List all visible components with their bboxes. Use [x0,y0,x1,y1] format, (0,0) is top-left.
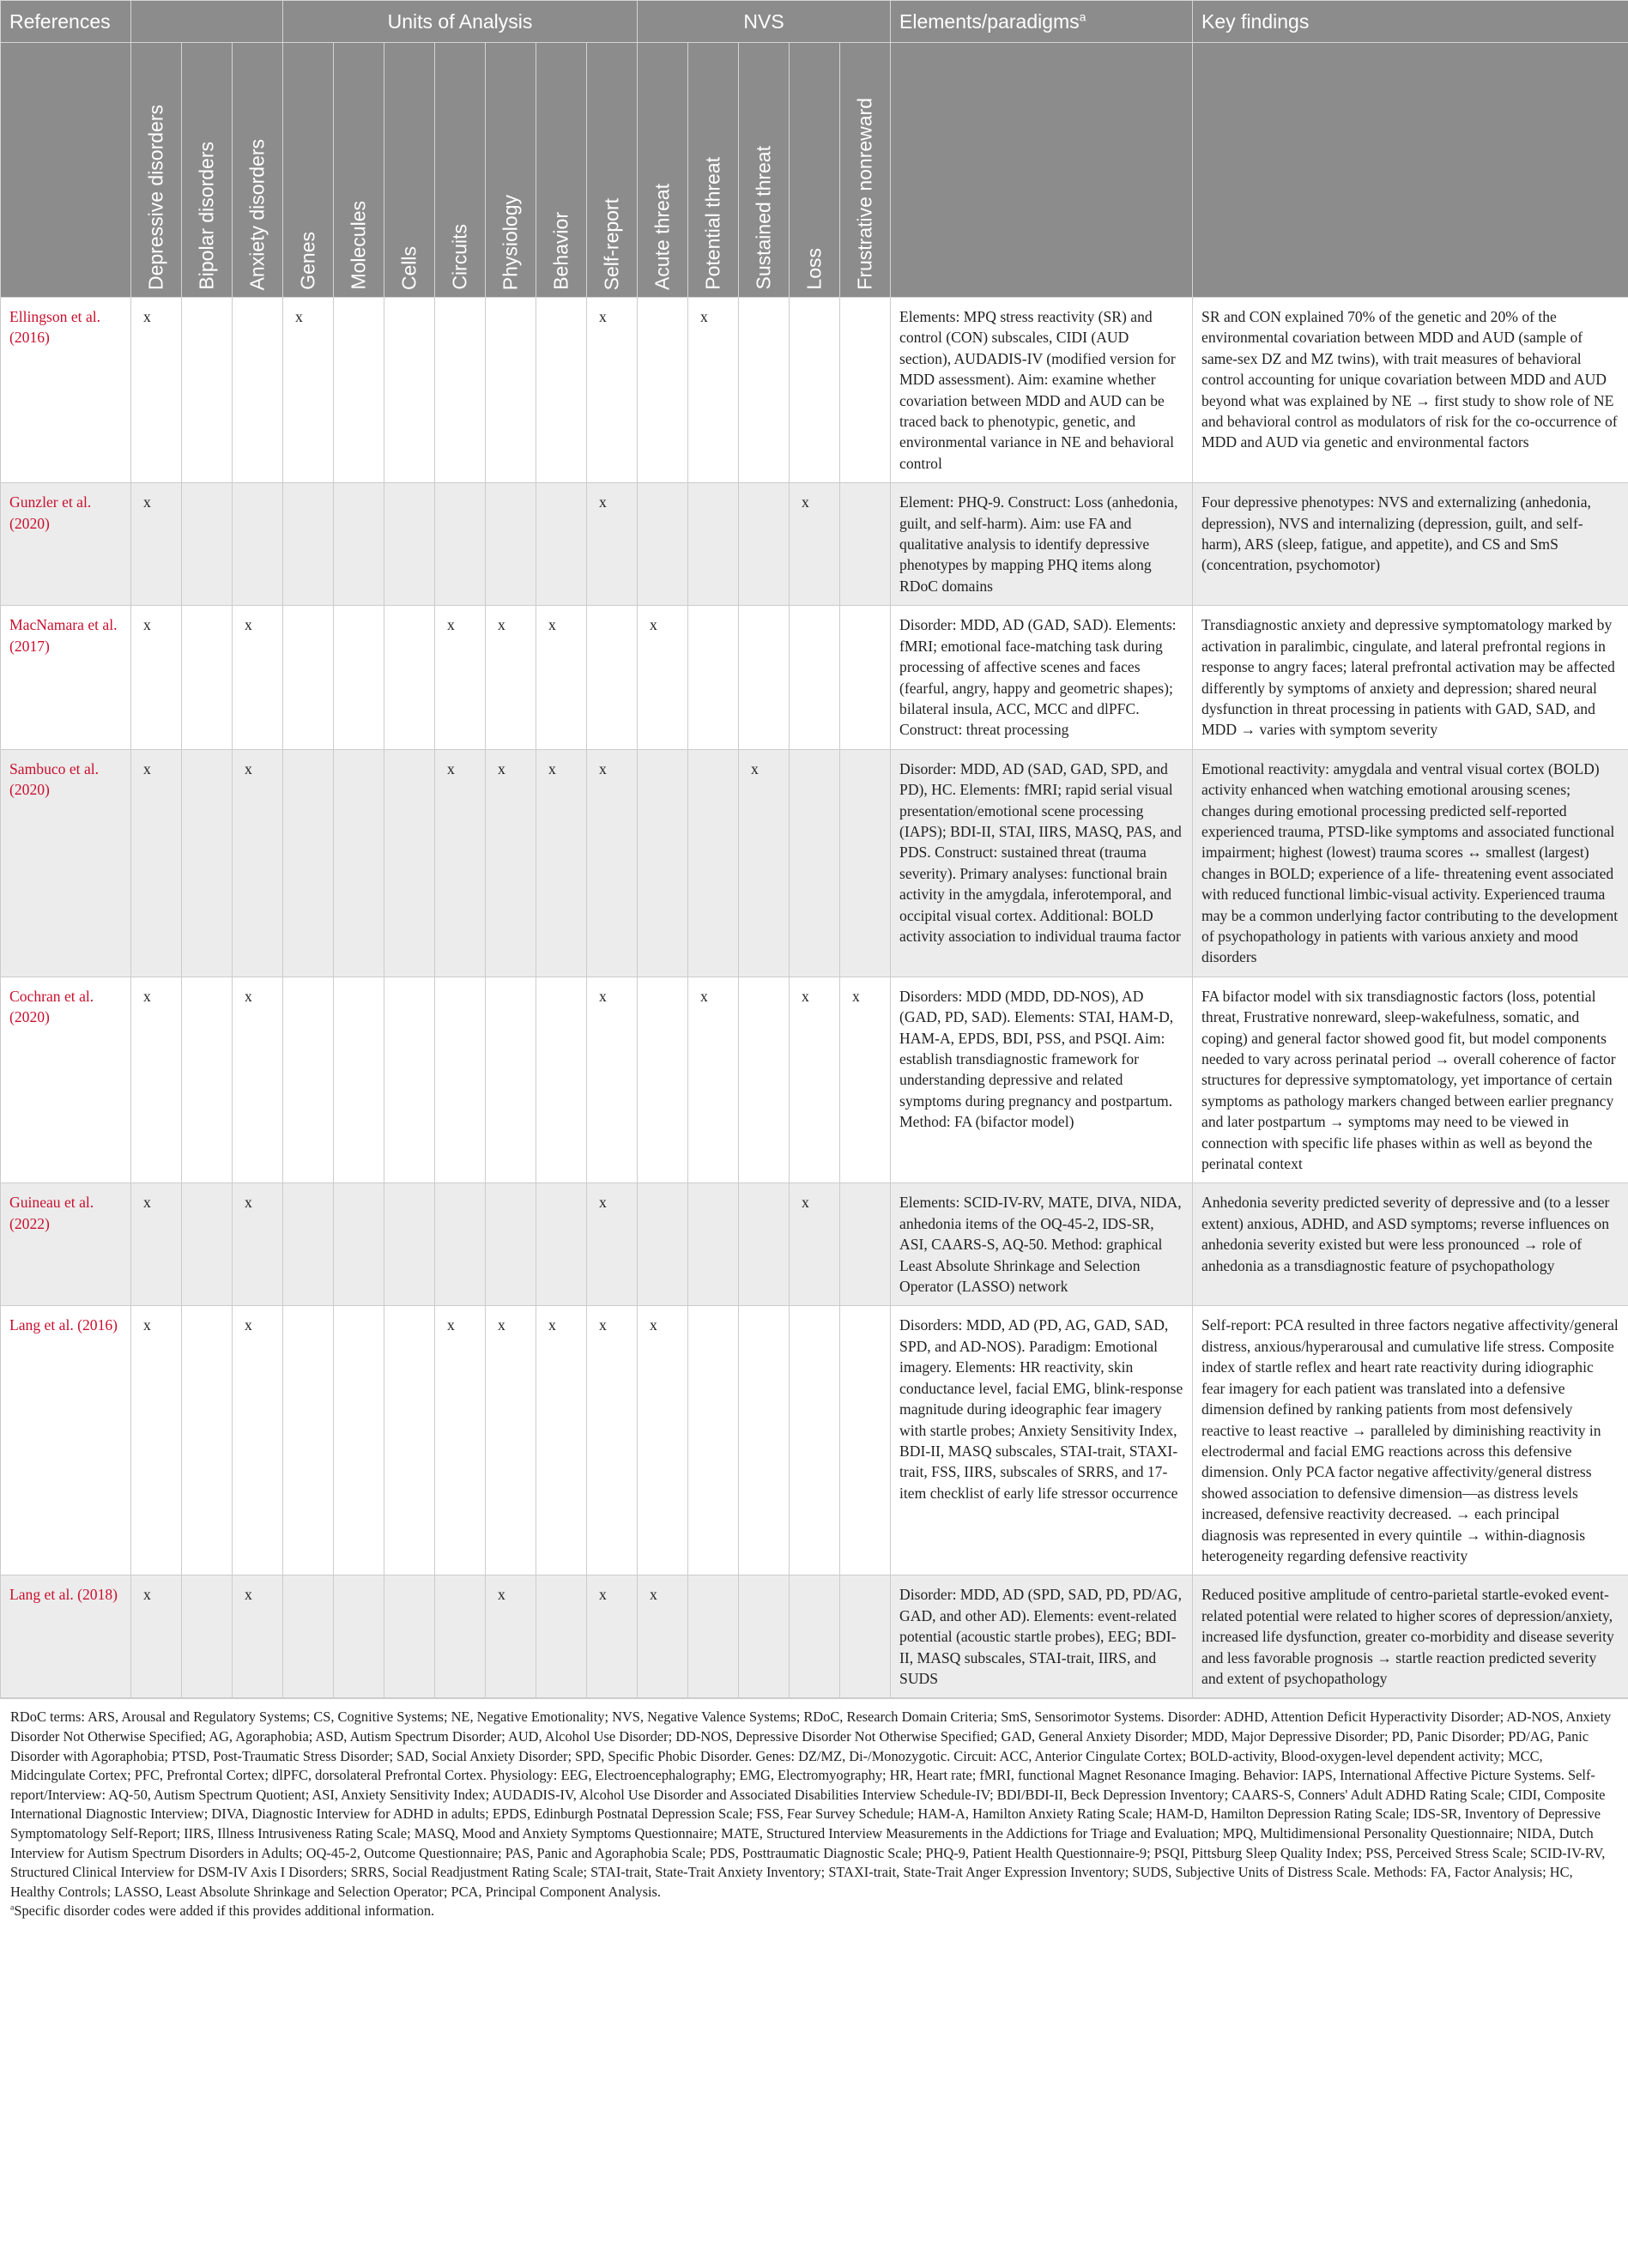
mark-cell: x [233,1183,283,1306]
mark-cell: x [131,1576,182,1698]
column-header-label: Frustrative nonreward [853,98,876,290]
mark-cell: x [587,749,638,977]
column-header-label: Physiology [499,194,522,290]
reference-cell [1,1183,131,1306]
header-key-findings: Key findings [1193,1,1628,43]
mark-cell [536,977,587,1183]
column-header [283,43,334,298]
mark-cell [790,1576,840,1698]
elements-cell: Disorders: MDD (MDD, DD-NOS), AD (GAD, PD, SAD). Elements: STAI, HAM-D, HAM-A, EPDS, BDI, PSS, and PSQI. Aim: establish transdiagnostic framework for understanding depressive and related symptoms during pregnancy and postpartum. Method: FA (bifactor model) [891,977,1193,1183]
mark-cell [790,1306,840,1576]
mark-cell [688,749,739,977]
mark-cell [840,1306,891,1576]
mark-cell [739,483,790,606]
mark-cell [486,977,536,1183]
column-header [638,43,688,298]
mark-cell [384,1306,435,1576]
elements-cell: Elements: SCID-IV-RV, MATE, DIVA, NIDA, anhedonia items of the OQ-45-2, IDS-SR, ASI, CAARS-S, AQ-50. Method: graphical Least Absolute Shrinkage and Selection Operator (LASSO) network [891,1183,1193,1306]
header-references-blank [1,43,131,298]
findings-cell: Transdiagnostic anxiety and depressive symptomatology marked by activation in paralimbic, cingulate, and lateral prefrontal regions in response to angry faces; lateral prefrontal activation may be affected differently by symptoms of anxiety and depression; shared neural dysfunction in threat processing in patients with GAD, SAD, and MDD → varies with symptom severity [1193,606,1628,749]
table-row [1,977,1628,1183]
mark-cell [739,1183,790,1306]
mark-cell: x [435,1306,486,1576]
mark-cell: x [486,1576,536,1698]
table-row [1,298,1628,483]
mark-cell [283,483,334,606]
mark-cell [283,977,334,1183]
mark-cell: x [131,749,182,977]
header-elements-blank [891,43,1193,298]
mark-cell [182,749,233,977]
mark-cell [384,483,435,606]
mark-cell: x [688,298,739,483]
mark-cell [638,977,688,1183]
mark-cell [384,977,435,1183]
reference-link[interactable]: Gunzler et al. (2020) [9,493,92,532]
mark-cell [182,606,233,749]
mark-cell: x [587,1306,638,1576]
findings-cell: Self-report: PCA resulted in three factors negative affectivity/general distress, anxious/hyperarousal and cumulative life stress. Composite index of startle reflex and heart rate reactivity during idiographic fear imagery for each patient was translated into a defensive dimension defined by ranking patients from most defensively reactive to least reactive → paralleled by diminishing reactivity in electrodermal and facial EMG reactions across this defensive dimension. Only PCA factor negative affectivity/general distress showed association to defensive dimension—as distress levels increased, defensive reactivity decreased. → each principal diagnosis was represented in every quintile → within-diagnosis heterogeneity regarding defensive reactivity [1193,1306,1628,1576]
mark-cell: x [739,749,790,977]
column-header [435,43,486,298]
findings-cell: SR and CON explained 70% of the genetic and 20% of the environmental covariation between MDD and AUD (sample of same-sex DZ and MZ twins), with trait measures of behavioral control accounting for unique covariation between MDD and AUD beyond what was explained by NE → first study to show role of NE and behavioral control as modulators of risk for the co-occurrence of MDD and AUD via genetic and environmental factors [1193,298,1628,483]
mark-cell [688,606,739,749]
mark-cell: x [233,1306,283,1576]
table-row [1,1306,1628,1576]
mark-cell [840,298,891,483]
mark-cell [739,977,790,1183]
table-header [1,1,1628,298]
mark-cell: x [790,483,840,606]
mark-cell: x [638,1576,688,1698]
findings-cell: Emotional reactivity: amygdala and ventral visual cortex (BOLD) activity enhanced when watching emotional arousing scenes; changes during emotional processing predicted self-reported experienced trauma, PTSD-like symptoms and associated functional impairment; highest (lowest) trauma scores ↔ smallest (largest) changes in BOLD; experience of a life- threatening event associated with reduced functional limbic-visual activity. Experienced trauma may be a common underlying factor contributing to the development of psychopathology in patients with various anxiety and mood disorders [1193,749,1628,977]
mark-cell: x [233,1576,283,1698]
mark-cell [486,298,536,483]
reference-cell [1,977,131,1183]
mark-cell [283,749,334,977]
mark-cell [435,483,486,606]
mark-cell [435,977,486,1183]
column-header-label: Bipolar disorders [195,142,218,290]
column-header [334,43,384,298]
column-header [790,43,840,298]
mark-cell: x [536,1306,587,1576]
mark-cell: x [131,483,182,606]
mark-cell [688,1306,739,1576]
mark-cell [688,1576,739,1698]
elements-cell: Disorder: MDD, AD (SPD, SAD, PD, PD/AG, GAD, and other AD). Elements: event-related potential (acoustic startle probes), EEG; BDI-II, MASQ subscales, STAI-trait, IIRS, and SUDS [891,1576,1193,1698]
reference-link[interactable]: Cochran et al. (2020) [9,987,94,1026]
mark-cell: x [435,606,486,749]
mark-cell [182,1306,233,1576]
reference-link[interactable]: Sambuco et al. (2020) [9,759,100,799]
mark-cell [840,1183,891,1306]
mark-cell [739,1306,790,1576]
column-header [739,43,790,298]
mark-cell [283,606,334,749]
mark-cell [283,1306,334,1576]
findings-cell: FA bifactor model with six transdiagnostic factors (loss, potential threat, Frustrative nonreward, sleep-wakefulness, somatic, and coping) and general factor showed good fit, but model components needed to vary across perinatal period → overall coherence of factor structures for depressive symptomatology, yet importance of certain symptoms as pathology markers changed between earlier pregnancy and later postpartum → symptoms may need to be viewed in connection with specific life phases within as well as beyond the perinatal context [1193,977,1628,1183]
mark-cell [384,1183,435,1306]
header-disorders-spacer [131,1,283,43]
reference-cell [1,1306,131,1576]
findings-cell: Anhedonia severity predicted severity of depressive and (to a lesser extent) anxious, ADHD, and ASD symptoms; reverse influences on anhedonia severity existed but were less pronounced → role of anhedonia as a transdiagnostic feature of psychopathology [1193,1183,1628,1306]
reference-cell [1,298,131,483]
column-header [384,43,435,298]
mark-cell [536,1183,587,1306]
column-header-label: Behavior [549,212,572,290]
column-header-label: Loss [802,248,826,290]
reference-cell [1,606,131,749]
column-header-label: Circuits [448,224,471,290]
column-header-label: Cells [397,245,421,290]
table-row [1,1183,1628,1306]
column-header-label: Self-report [600,197,623,290]
mark-cell: x [486,749,536,977]
mark-cell [486,483,536,606]
mark-cell [840,749,891,977]
mark-cell: x [283,298,334,483]
mark-cell: x [587,1576,638,1698]
column-header [182,43,233,298]
mark-cell: x [131,1183,182,1306]
column-header-row [1,43,1628,298]
mark-cell [384,606,435,749]
table-footnote [0,1698,1628,1921]
mark-cell: x [233,749,283,977]
mark-cell [688,1183,739,1306]
reference-cell [1,749,131,977]
table-body [1,298,1628,1698]
mark-cell [334,1576,384,1698]
mark-cell [638,749,688,977]
table-row [1,1576,1628,1698]
mark-cell [334,1306,384,1576]
mark-cell: x [587,1183,638,1306]
mark-cell [536,483,587,606]
mark-cell [638,1183,688,1306]
mark-cell: x [486,606,536,749]
mark-cell [233,483,283,606]
column-header-label: Sustained threat [752,146,775,290]
mark-cell: x [131,298,182,483]
table-row [1,749,1628,977]
findings-cell: Reduced positive amplitude of centro-parietal startle-evoked event-related potential were related to higher scores of depression/anxiety, increased life dysfunction, greater co-morbidity and disease severity and less favorable prognosis → startle reaction predicted severity and extent of psychopathology [1193,1576,1628,1698]
footnote-note: $^a$Specific disorder codes were added if this provides additional information. [10,1902,435,1920]
column-header-label: Molecules [347,201,370,290]
column-header [587,43,638,298]
mark-cell: x [790,977,840,1183]
mark-cell [790,606,840,749]
elements-cell: Element: PHQ-9. Construct: Loss (anhedonia, guilt, and self-harm). Aim: use FA and qualitative analysis to identify depressive phenotypes by mapping PHQ items along RDoC domains [891,483,1193,606]
mark-cell [435,1576,486,1698]
mark-cell [283,1183,334,1306]
mark-cell [638,483,688,606]
mark-cell: x [688,977,739,1183]
column-header [688,43,739,298]
mark-cell [182,977,233,1183]
column-header-label: Genes [296,232,319,290]
mark-cell: x [233,606,283,749]
mark-cell [384,298,435,483]
mark-cell [638,298,688,483]
mark-cell [334,1183,384,1306]
mark-cell: x [638,606,688,749]
mark-cell [384,749,435,977]
mark-cell: x [587,977,638,1183]
mark-cell [334,606,384,749]
mark-cell [384,1576,435,1698]
column-header [131,43,182,298]
mark-cell [182,483,233,606]
column-header [536,43,587,298]
header-nvs: NVS [638,1,891,43]
header-findings-blank [1193,43,1628,298]
column-header [486,43,536,298]
findings-cell: Four depressive phenotypes: NVS and externalizing (anhedonia, depression), NVS and internalizing (depression, guilt, and self-harm), ARS (sleep, fatigue, and appetite), and CS and SmS (concentration, psychomotor) [1193,483,1628,606]
reference-link[interactable]: MacNamara et al. (2017) [9,616,118,655]
mark-cell [688,483,739,606]
mark-cell: x [790,1183,840,1306]
elements-cell: Disorder: MDD, AD (GAD, SAD). Elements: fMRI; emotional face-matching task during processing of affective scenes and faces (fearful, angry, happy and geometric shapes); bilateral insula, ACC, MCC and dlPFC. Construct: threat processing [891,606,1193,749]
mark-cell [840,483,891,606]
mark-cell [840,1576,891,1698]
footnote-abbreviations: RDoC terms: ARS, Arousal and Regulatory Systems; CS, Cognitive Systems; NE, Negative Emotionality; NVS, Negative Valence Systems; RDoC, Research Domain Criteria; SmS, Sensorimotor Systems. Disorder: ADHD, Attention Deficit Hyperactivity Disorder; AD-NOS, Anxiety Disorder Not Otherwise Specified; AG, Agoraphobia; ASD, Autism Spectrum Disorder; AUD, Alcohol Use Disorder; DD-NOS, Depressive Disorder Not Otherwise Specified; GAD, General Anxiety Disorder; MDD, Major Depressive Disorder; PD, Panic Disorder; PD/AG, Panic Disorder with Agoraphobia; PTSD, Post-Traumatic Stress Disorder; SAD, Social Anxiety Disorder; SPD, Specific Phobic Disorder. Genes: DZ/MZ, Di-/Monozygotic. Circuit: ACC, Anterior Cingulate Cortex; BOLD-activity, Blood-oxygen-level dependent activity; MCC, Midcingulate Cortex; PFC, Prefrontal Cortex; dlPFC, dorsolateral Prefrontal Cortex. Physiology: EEG, Electroencephalography; EMG, Electromyography; HR, Heart rate; fMRI, functional Magnet Resonance Imaging. Behavior: IAPS, International Affective Picture Systems. Self-report/Interview: AQ-50, Autism Spectrum Quotient; ASI, Anxiety Sensitivity Index; AUDADIS-IV, Alcohol Use Disorder and Associated Disabilities Interview Schedule-IV; BDI/BDI-II, Beck Depression Inventory; CAARS-S, Conners' Adult ADHD Rating Scale; CIDI, Composite International Diagnostic Interview; DIVA, Diagnostic Interview for ADHD in adults; EPDS, Edinburgh Postnatal Depression Scale; FSS, Fear Survey Schedule; HAM-A, Hamilton Anxiety Rating Scale; HAM-D, Hamilton Depression Rating Scale; IDS-SR, Inventory of Depressive Symptomatology Self-Report; IIRS, Illness Intrusiveness Rating Scale; MASQ, Mood and Anxiety Symptoms Questionnaire; MATE, Structured Interview Measurements in the Addictions for Triage and Evaluation; MPQ, Multidimensional Personality Questionnaire; NIDA, Dutch Interview for Autism Spectrum Disorders in Adults; OQ-45-2, Outcome Questionnaire; PAS, Panic and Agoraphobia Scale; PDS, Posttraumatic Diagnostic Scale; PHQ-9, Patient Health Questionnaire-9; PSQI, Pittsburg Sleep Quality Index; PSS, Perceived Stress Scale; SCID-IV-RV, Structured Clinical Interview for DSM-IV Axis I Disorders; SRRS, Social Readjustment Rating Scale; STAI-trait, State-Trait Anxiety Inventory; STAXI-trait, State-Trait Anger Expression Inventory; SUDS, Subjective Units of Distress Scale. Methods: FA, Factor Analysis; HC, Healthy Controls; LASSO, Least Absolute Shrinkage and Selection Operator; PCA, Principal Component Analysis. [10,1709,1612,1900]
header-units-of-analysis: Units of Analysis [283,1,638,43]
mark-cell [587,606,638,749]
mark-cell [790,298,840,483]
mark-cell [233,298,283,483]
column-header-label: Potential threat [701,157,724,290]
mark-cell: x [587,298,638,483]
mark-cell [334,977,384,1183]
mark-cell [334,298,384,483]
mark-cell [334,749,384,977]
reference-cell [1,483,131,606]
column-header [233,43,283,298]
elements-cell: Disorder: MDD, AD (SAD, GAD, SPD, and PD), HC. Elements: fMRI; rapid serial visual presentation/emotional scene processing (IAPS); BDI-II, STAI, IIRS, MASQ, PAS, and PDS. Construct: sustained threat (trauma severity). Primary analyses: functional brain activity in the amygdala, inferotemporal, and occipital visual cortex. Additional: BOLD activity association to individual trauma factor [891,749,1193,977]
mark-cell: x [131,977,182,1183]
mark-cell: x [131,606,182,749]
elements-cell: Disorders: MDD, AD (PD, AG, GAD, SAD, SPD, and AD-NOS). Paradigm: Emotional imagery. Elements: HR reactivity, skin conductance level, facial EMG, blink-response magnitude during ideographic fear imagery with startle probes; Anxiety Sensitivity Index, BDI-II, MASQ subscales, STAI-trait, STAXI-trait, FSS, IIRS, subscales of SRRS, and 17-item checklist of early life stressor occurrence [891,1306,1193,1576]
mark-cell: x [840,977,891,1183]
mark-cell: x [536,606,587,749]
mark-cell: x [435,749,486,977]
mark-cell [182,1576,233,1698]
mark-cell: x [233,977,283,1183]
mark-cell [536,1576,587,1698]
reference-link[interactable]: Guineau et al. (2022) [9,1194,94,1232]
header-references: References [1,1,131,43]
elements-cell: Elements: MPQ stress reactivity (SR) and control (CON) subscales, CIDI (AUD section), AUDADIS-IV (modified version for MDD assessment). Aim: examine whether covariation between MDD and AUD can be traced back to phenotypic, genetic, and environmental variance in NE and behavioral control [891,298,1193,483]
reference-link[interactable]: Ellingson et al. (2016) [9,308,101,347]
reference-link[interactable]: Lang et al. (2016) [9,1316,118,1334]
column-header [840,43,891,298]
mark-cell [790,749,840,977]
column-header-label: Depressive disorders [144,104,167,290]
mark-cell [840,606,891,749]
mark-cell [182,298,233,483]
mark-cell [486,1183,536,1306]
mark-cell: x [131,1306,182,1576]
reference-link[interactable]: Lang et al. (2018) [9,1586,118,1604]
mark-cell [182,1183,233,1306]
header-elements-paradigms: Elements/paradigms$^a$ [891,1,1193,43]
mark-cell [739,1576,790,1698]
mark-cell [435,1183,486,1306]
mark-cell [739,298,790,483]
mark-cell [739,606,790,749]
mark-cell [435,298,486,483]
mark-cell: x [638,1306,688,1576]
column-header-label: Anxiety disorders [245,138,269,290]
column-header-label: Acute threat [651,183,674,290]
reference-cell [1,1576,131,1698]
table-row [1,606,1628,749]
mark-cell [334,483,384,606]
table-row [1,483,1628,606]
mark-cell: x [486,1306,536,1576]
mark-cell: x [536,749,587,977]
mark-cell [283,1576,334,1698]
mark-cell: x [587,483,638,606]
mark-cell [536,298,587,483]
